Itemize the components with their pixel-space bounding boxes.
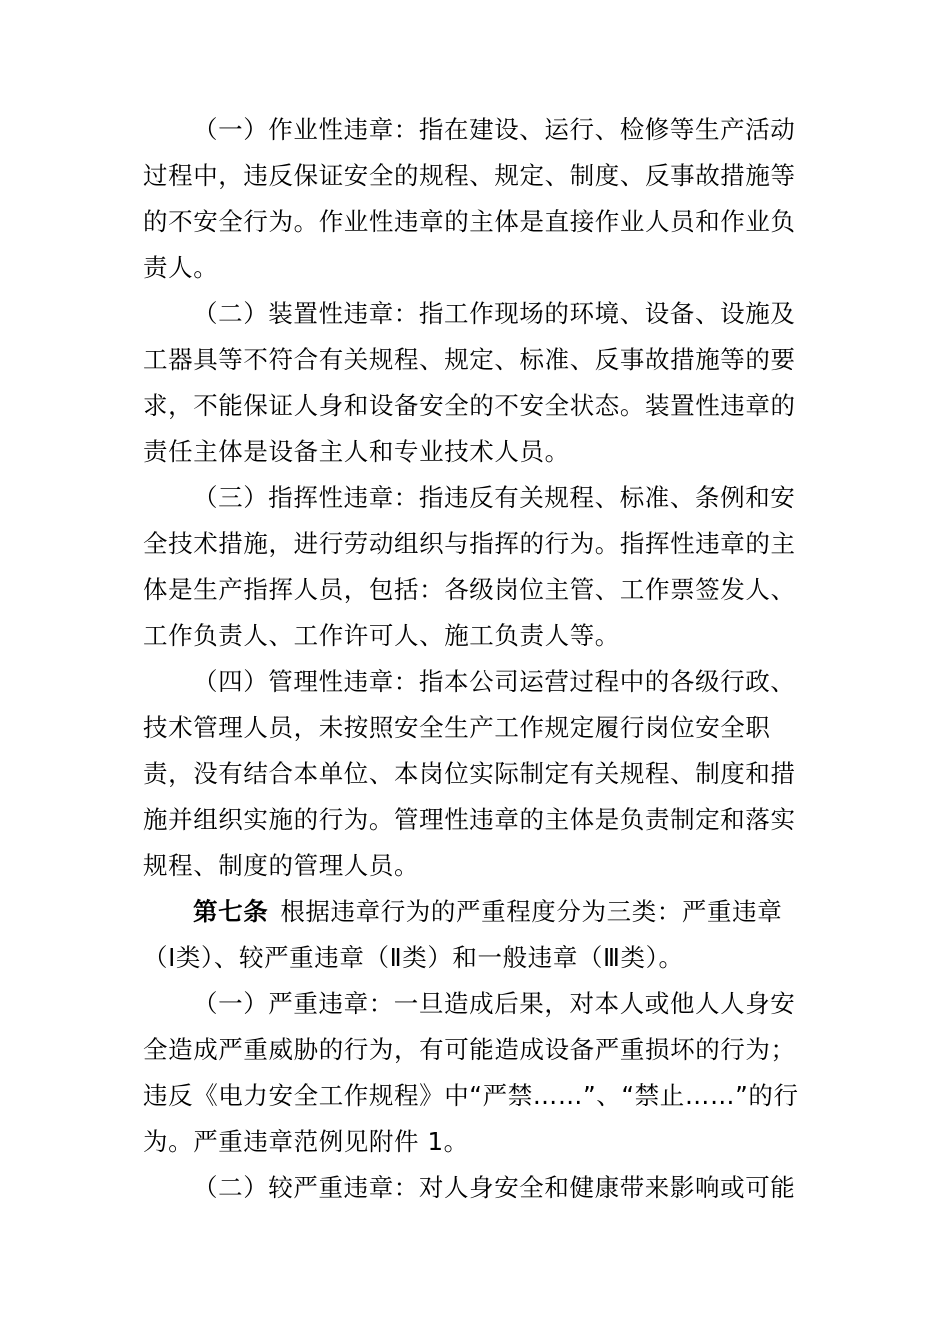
paragraph-line: 违反《电力安全工作规程》中“严禁……”、“禁止……”的行 (143, 1081, 799, 1110)
paragraph-line: （Ⅰ类）、较严重违章（Ⅱ类）和一般违章（Ⅲ类）。 (143, 943, 684, 972)
paragraph-line: 过程中，违反保证安全的规程、规定、制度、反事故措施等 (143, 161, 796, 190)
paragraph-line: 规程、制度的管理人员。 (143, 851, 420, 880)
paragraph-line: 施并组织实施的行为。管理性违章的主体是负责制定和落实 (143, 805, 796, 834)
paragraph-line: 工作负责人、工作许可人、施工负责人等。 (143, 621, 620, 650)
paragraph-line: （三）指挥性违章：指违反有关规程、标准、条例和安 (193, 483, 796, 512)
paragraph-line: 求，不能保证人身和设备安全的不安全状态。装置性违章的 (143, 391, 796, 420)
paragraph-line: 责，没有结合本单位、本岗位实际制定有关规程、制度和措 (143, 759, 796, 788)
paragraph-line: 全造成严重威胁的行为，有可能造成设备严重损坏的行为； (143, 1035, 796, 1064)
paragraph-line: （一）严重违章：一旦造成后果，对本人或他人人身安 (193, 989, 796, 1018)
paragraph-line: （二）较严重违章：对人身安全和健康带来影响或可能 (193, 1173, 796, 1202)
article-7-label: 第七条 (193, 897, 269, 926)
article-7-text: 根据违章行为的严重程度分为三类：严重违章 (280, 897, 783, 926)
paragraph-line: 工器具等不符合有关规程、规定、标准、反事故措施等的要 (143, 345, 796, 374)
paragraph-line: 为。严重违章范例见附件 1。 (143, 1127, 469, 1156)
paragraph-line: （二）装置性违章：指工作现场的环境、设备、设施及 (193, 299, 796, 328)
paragraph-line: 全技术措施，进行劳动组织与指挥的行为。指挥性违章的主 (143, 529, 796, 558)
paragraph-line: 技术管理人员，未按照安全生产工作规定履行岗位安全职 (143, 713, 771, 742)
paragraph-line: 责人。 (143, 253, 219, 282)
paragraph-line: （一）作业性违章：指在建设、运行、检修等生产活动 (193, 115, 796, 144)
article-7-line (193, 896, 782, 928)
paragraph-line: （四）管理性违章：指本公司运营过程中的各级行政、 (193, 667, 796, 696)
paragraph-line: 体是生产指挥人员，包括：各级岗位主管、工作票签发人、 (143, 575, 796, 604)
paragraph-line: 责任主体是设备主人和专业技术人员。 (143, 437, 570, 466)
paragraph-line: 的不安全行为。作业性违章的主体是直接作业人员和作业负 (143, 207, 796, 236)
